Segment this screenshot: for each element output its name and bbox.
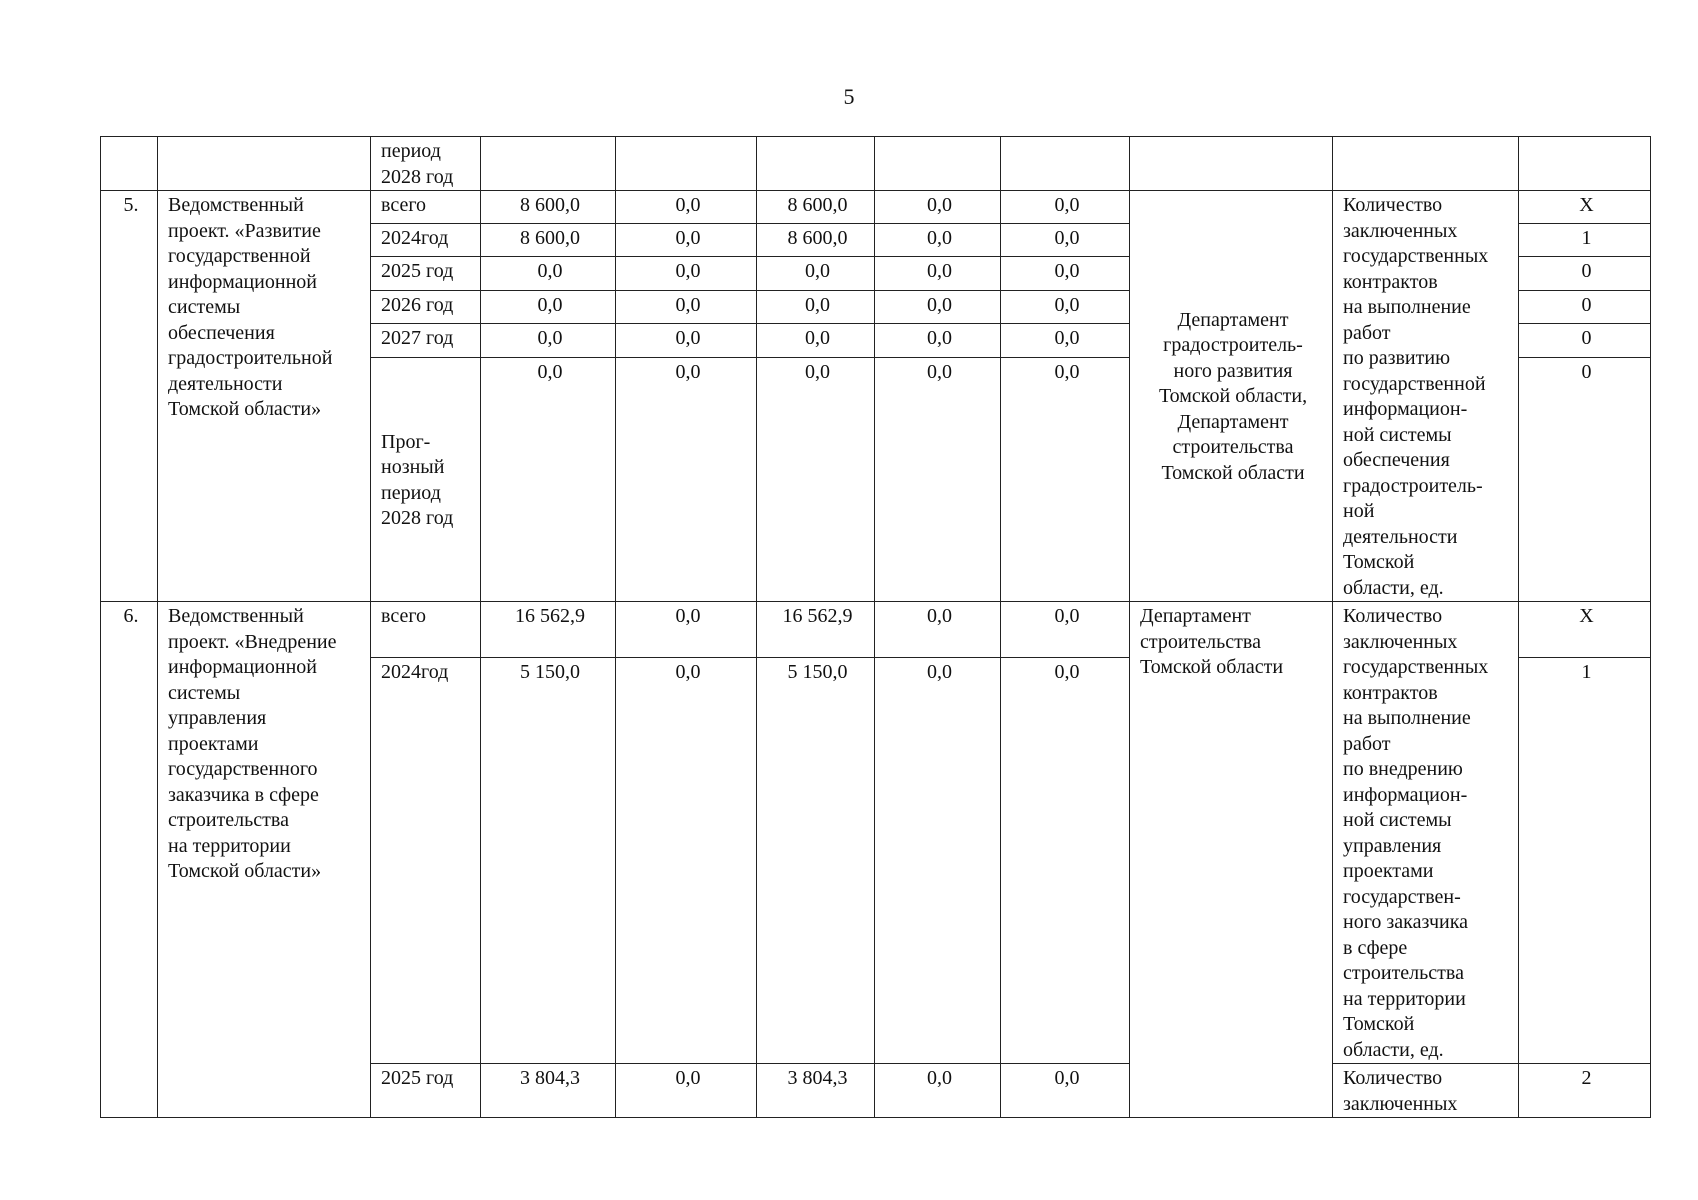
amount-cell: 0,0 — [481, 358, 616, 602]
indicator-value-cell: 0 — [1519, 323, 1651, 357]
amount-cell: 5 150,0 — [481, 658, 616, 1064]
amount-cell: 0,0 — [875, 602, 1001, 658]
amount-cell — [616, 137, 757, 191]
page-number: 5 — [843, 84, 855, 109]
amount-cell: 0,0 — [616, 224, 757, 257]
amount-cell: 0,0 — [875, 257, 1001, 290]
amount-cell: 3 804,3 — [481, 1064, 616, 1118]
amount-cell: 0,0 — [1001, 290, 1130, 323]
amount-cell: 0,0 — [616, 191, 757, 224]
amount-cell: 0,0 — [481, 257, 616, 290]
indicator-cell — [1333, 137, 1519, 191]
amount-cell: 0,0 — [1001, 358, 1130, 602]
amount-cell: 16 562,9 — [757, 602, 875, 658]
period-cell: 2027 год — [371, 323, 481, 357]
table-row — [101, 602, 1651, 658]
row-number: 6. — [101, 602, 158, 1118]
amount-cell: 0,0 — [616, 290, 757, 323]
amount-cell: 8 600,0 — [481, 191, 616, 224]
project-name: Ведомственный проект. «Развитие государственной информационной системы обеспечения градостроительной деятельности Томской области» — [158, 191, 371, 602]
amount-cell — [1001, 137, 1130, 191]
amount-cell: 8 600,0 — [757, 191, 875, 224]
amount-cell: 0,0 — [1001, 257, 1130, 290]
amount-cell: 0,0 — [875, 191, 1001, 224]
amount-cell — [481, 137, 616, 191]
indicator-value-cell: 0 — [1519, 358, 1651, 602]
name-cell — [158, 137, 371, 191]
amount-cell: 0,0 — [875, 1064, 1001, 1118]
period-cell: 2024год — [371, 658, 481, 1064]
continuation-row — [101, 137, 1651, 191]
amount-cell: 0,0 — [757, 290, 875, 323]
indicator-value-cell: X — [1519, 602, 1651, 658]
amount-cell: 0,0 — [875, 658, 1001, 1064]
amount-cell: 16 562,9 — [481, 602, 616, 658]
indicator-value-cell: 1 — [1519, 224, 1651, 257]
period-cell: Прог- нозный период 2028 год — [371, 358, 481, 602]
amount-cell: 0,0 — [875, 290, 1001, 323]
amount-cell: 0,0 — [757, 323, 875, 357]
amount-cell: 0,0 — [616, 323, 757, 357]
amount-cell — [875, 137, 1001, 191]
amount-cell: 0,0 — [1001, 602, 1130, 658]
amount-cell: 0,0 — [757, 257, 875, 290]
indicator-cell: Количество заключенных государственных контрактов на выполнение работ по развитию государственной информацион- ной системы обеспечения градостроитель- ной деятельности Томской области, ед. — [1333, 191, 1519, 602]
indicator-value-cell: 0 — [1519, 290, 1651, 323]
period-cell: 2024год — [371, 224, 481, 257]
indicator-value-cell: 0 — [1519, 257, 1651, 290]
project-name: Ведомственный проект. «Внедрение информационной системы управления проектами государственного заказчика в сфере строительства на территории Томской области» — [158, 602, 371, 1118]
executor-cell: Департамент градостроитель- ного развития Томской области, Департамент строительства Томской области — [1130, 191, 1333, 602]
amount-cell: 0,0 — [1001, 191, 1130, 224]
period-cell: всего — [371, 191, 481, 224]
amount-cell: 0,0 — [1001, 1064, 1130, 1118]
executor-cell — [1130, 137, 1333, 191]
amount-cell: 0,0 — [616, 1064, 757, 1118]
amount-cell: 5 150,0 — [757, 658, 875, 1064]
indicator-value-cell — [1519, 137, 1651, 191]
indicator-value-cell: 1 — [1519, 658, 1651, 1064]
period-cell: всего — [371, 602, 481, 658]
period-cell: период 2028 год — [371, 137, 481, 191]
amount-cell: 0,0 — [616, 658, 757, 1064]
amount-cell: 0,0 — [1001, 224, 1130, 257]
table-row — [101, 191, 1651, 224]
amount-cell: 0,0 — [1001, 323, 1130, 357]
amount-cell: 8 600,0 — [757, 224, 875, 257]
period-cell: 2026 год — [371, 290, 481, 323]
amount-cell: 3 804,3 — [757, 1064, 875, 1118]
amount-cell: 0,0 — [481, 290, 616, 323]
indicator-value-cell: X — [1519, 191, 1651, 224]
amount-cell: 0,0 — [875, 224, 1001, 257]
executor-cell: Департамент строительства Томской области — [1130, 602, 1333, 1118]
number-cell — [101, 137, 158, 191]
amount-cell: 0,0 — [875, 358, 1001, 602]
amount-cell: 0,0 — [616, 257, 757, 290]
amount-cell: 0,0 — [616, 358, 757, 602]
amount-cell: 0,0 — [757, 358, 875, 602]
amount-cell — [757, 137, 875, 191]
period-cell: 2025 год — [371, 1064, 481, 1118]
amount-cell: 0,0 — [1001, 658, 1130, 1064]
amount-cell: 0,0 — [481, 323, 616, 357]
program-table — [100, 136, 1651, 1118]
indicator-cell: Количество заключенных — [1333, 1064, 1519, 1118]
indicator-value-cell: 2 — [1519, 1064, 1651, 1118]
amount-cell: 8 600,0 — [481, 224, 616, 257]
row-number: 5. — [101, 191, 158, 602]
amount-cell: 0,0 — [875, 323, 1001, 357]
indicator-cell: Количество заключенных государственных контрактов на выполнение работ по внедрению информацион- ной системы управления проектами государствен- ного заказчика в сфере строительства на территории Томской области, ед. — [1333, 602, 1519, 1064]
period-cell: 2025 год — [371, 257, 481, 290]
amount-cell: 0,0 — [616, 602, 757, 658]
